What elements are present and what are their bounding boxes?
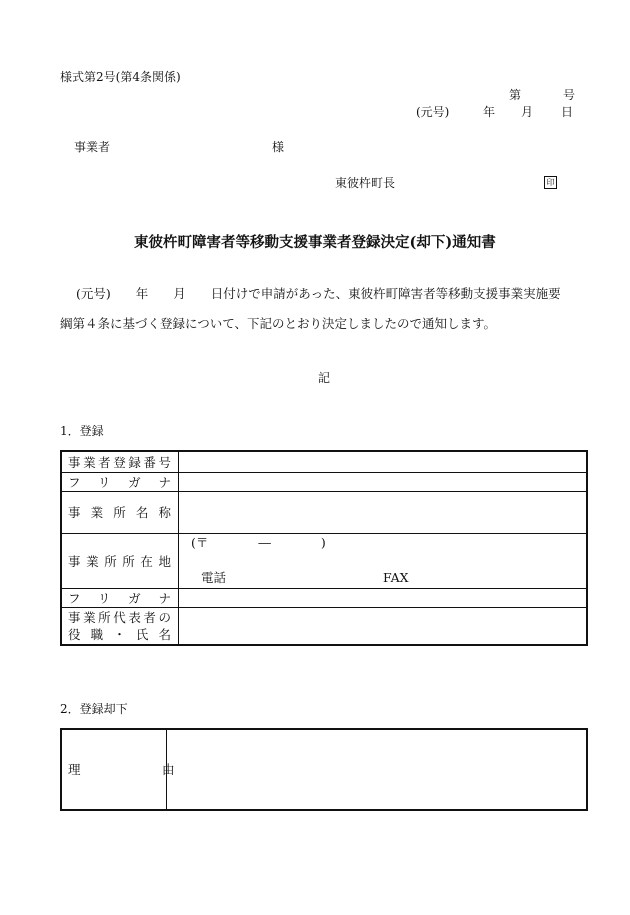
representative-label — [61, 607, 179, 645]
furigana-value[interactable] — [179, 472, 588, 491]
registration-table — [60, 450, 588, 646]
body-line-1: (元号) 年 月 日付けで申請があった、東彼杵町障害者等移動支援事業実施要 — [76, 286, 561, 301]
section-1-heading: 1．登録 — [60, 424, 104, 438]
seal-mark: 印 — [544, 176, 557, 189]
date-era: (元号) — [416, 105, 450, 119]
furigana-value-2[interactable] — [179, 588, 588, 607]
postal-code: (〒 ― ) — [191, 534, 326, 550]
date-month: 月 — [521, 105, 534, 119]
office-address-label: 事業所所在地 — [61, 533, 179, 588]
office-name-label: 事業所名称 — [61, 491, 179, 533]
date-year: 年 — [483, 105, 496, 119]
document-title: 東彼杵町障害者等移動支援事業者登録決定(却下)通知書 — [134, 234, 496, 251]
doc-number-go: 号 — [563, 88, 576, 102]
representative-value[interactable] — [179, 607, 588, 645]
representative-label-line1: 事業所代表者の — [68, 609, 172, 625]
furigana-label: フリガナ — [61, 472, 179, 491]
reg-number-value[interactable] — [179, 451, 588, 472]
reg-number-label: 事業者登録番号 — [61, 451, 179, 472]
fax-label: FAX — [383, 569, 409, 585]
office-name-value[interactable] — [179, 491, 588, 533]
furigana-label-2: フリガナ — [61, 588, 179, 607]
date-day: 日 — [561, 105, 574, 119]
addressee-label: 事業者 — [74, 140, 111, 154]
phone-label: 電話 — [201, 569, 227, 585]
doc-number-dai: 第 — [509, 88, 522, 102]
reason-label-right: 由 — [162, 762, 175, 777]
body-line-2: 綱第４条に基づく登録について、下記のとおり決定しましたので通知します。 — [60, 316, 497, 331]
reason-label — [61, 729, 175, 810]
reason-value[interactable] — [167, 729, 588, 810]
ki-heading: 記 — [318, 371, 331, 385]
office-address-value[interactable] — [179, 533, 588, 588]
addressee-honorific: 様 — [272, 140, 285, 154]
rejection-table — [60, 728, 588, 811]
form-label: 様式第2号(第4条関係) — [60, 70, 181, 84]
section-2-heading: 2．登録却下 — [60, 702, 128, 716]
reason-label-left: 理 — [68, 762, 81, 777]
representative-label-line2: 役職・氏名 — [68, 626, 172, 642]
body-paragraph — [60, 279, 594, 339]
issuer-title: 東彼杵町長 — [335, 176, 396, 190]
